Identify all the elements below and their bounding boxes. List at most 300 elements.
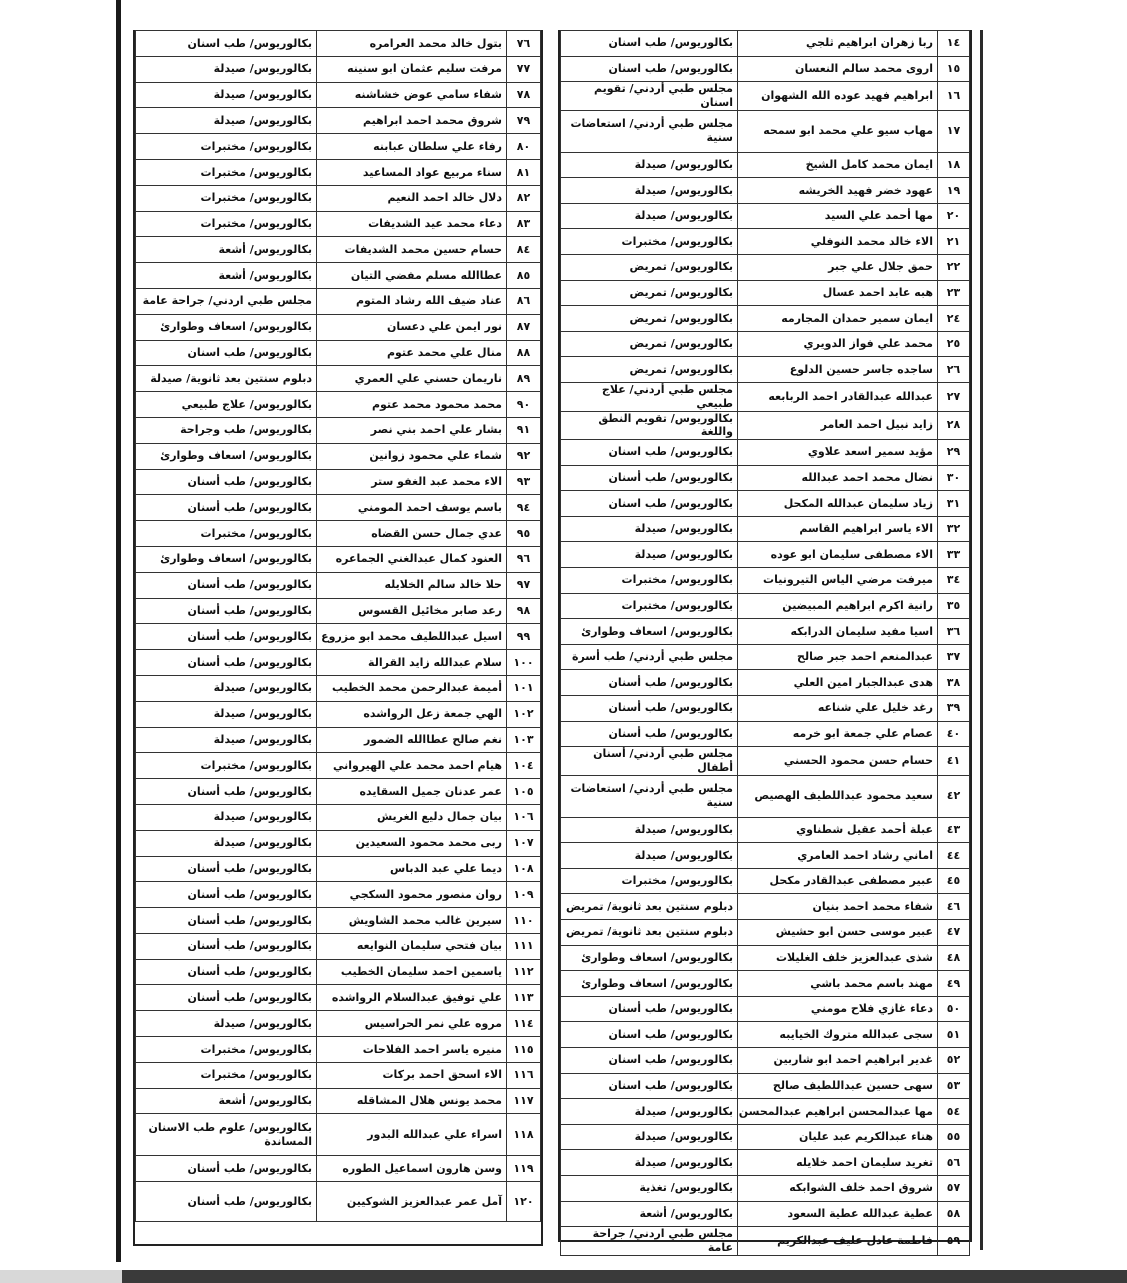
table-row bbox=[136, 1062, 541, 1088]
roster-table-left bbox=[133, 30, 543, 1246]
person-name: ديما علي عبد الدباس bbox=[317, 856, 507, 882]
person-name: بشار علي احمد بني نصر bbox=[317, 417, 507, 443]
person-name: رعد صابر مخائيل القسوس bbox=[317, 598, 507, 624]
table-row bbox=[136, 882, 541, 908]
row-number: ٣٨ bbox=[938, 670, 970, 696]
table-row bbox=[136, 211, 541, 237]
person-name: مها أحمد علي السيد bbox=[738, 203, 938, 229]
table-row bbox=[561, 670, 970, 696]
person-name: شفاء محمد احمد بنيان bbox=[738, 894, 938, 920]
person-name: مرفت سليم عثمان ابو سنينه bbox=[317, 56, 507, 82]
degree-specialty: دبلوم سنتين بعد ثانوية/ صيدلة bbox=[136, 366, 317, 392]
row-number: ٣١ bbox=[938, 491, 970, 517]
row-number: ٤٨ bbox=[938, 945, 970, 971]
row-number: ١٠٦ bbox=[507, 804, 541, 830]
row-number: ٤٥ bbox=[938, 868, 970, 894]
person-name: ياسمين احمد سليمان الخطيب bbox=[317, 959, 507, 985]
person-name: شروق محمد احمد ابراهيم bbox=[317, 108, 507, 134]
row-number: ٣٦ bbox=[938, 619, 970, 645]
degree-specialty: بكالوريوس/ اسعاف وطوارئ bbox=[136, 546, 317, 572]
table-row bbox=[561, 721, 970, 747]
degree-specialty: بكالوريوس/ اسعاف وطوارئ bbox=[561, 619, 738, 645]
row-number: ٥٨ bbox=[938, 1201, 970, 1227]
degree-specialty: بكالوريوس/ مختبرات bbox=[561, 568, 738, 594]
person-name: فاطمة عادل عليف عبدالكريم bbox=[738, 1227, 938, 1256]
table-row bbox=[561, 775, 970, 817]
table-row bbox=[561, 440, 970, 466]
degree-specialty: بكالوريوس/ اسعاف وطوارئ bbox=[136, 443, 317, 469]
row-number: ٨٧ bbox=[507, 314, 541, 340]
degree-specialty: بكالوريوس/ طب أسنان bbox=[136, 856, 317, 882]
table-row bbox=[136, 288, 541, 314]
table-row bbox=[136, 134, 541, 160]
person-name: بيان فتحي سليمان النوايعه bbox=[317, 933, 507, 959]
row-number: ٣٩ bbox=[938, 695, 970, 721]
person-name: هدى عبدالجبار امين العلي bbox=[738, 670, 938, 696]
degree-specialty: بكالوريوس/ طب أسنان bbox=[136, 1156, 317, 1182]
person-name: الاء ياسر ابراهيم القاسم bbox=[738, 516, 938, 542]
person-name: اماني رشاد احمد العامري bbox=[738, 843, 938, 869]
row-number: ١٨ bbox=[938, 152, 970, 178]
degree-specialty: بكالوريوس/ طب أسنان bbox=[136, 779, 317, 805]
table-row bbox=[136, 908, 541, 934]
degree-specialty: بكالوريوس/ مختبرات bbox=[136, 159, 317, 185]
degree-specialty: بكالوريوس/ طب اسنان bbox=[561, 1048, 738, 1074]
table-row bbox=[561, 593, 970, 619]
person-name: عبدالمنعم احمد جبر صالح bbox=[738, 644, 938, 670]
table-row bbox=[561, 971, 970, 997]
row-number: ٢٤ bbox=[938, 306, 970, 332]
table-row bbox=[561, 1227, 970, 1256]
table-row bbox=[561, 280, 970, 306]
table-row bbox=[561, 747, 970, 776]
person-name: عطاالله مسلم مفضي التيان bbox=[317, 263, 507, 289]
person-name: شروق احمد خلف الشوابكه bbox=[738, 1175, 938, 1201]
table-row bbox=[561, 411, 970, 440]
person-name: غدير ابراهيم احمد ابو شاربين bbox=[738, 1048, 938, 1074]
table-row bbox=[561, 255, 970, 281]
degree-specialty: بكالوريوس/ طب أسنان bbox=[136, 572, 317, 598]
row-number: ٩٣ bbox=[507, 469, 541, 495]
person-name: رغد خليل علي شناعه bbox=[738, 695, 938, 721]
person-name: ابراهيم فهيد عوده الله الشهوان bbox=[738, 82, 938, 111]
row-number: ٨٥ bbox=[507, 263, 541, 289]
table-row bbox=[561, 516, 970, 542]
table-row bbox=[561, 306, 970, 332]
roster-table bbox=[135, 30, 541, 1222]
row-number: ١١٠ bbox=[507, 908, 541, 934]
bottom-bar bbox=[0, 1270, 1127, 1283]
table-row bbox=[561, 619, 970, 645]
row-number: ١١٨ bbox=[507, 1114, 541, 1156]
person-name: ربى محمد محمود السعيدين bbox=[317, 830, 507, 856]
row-number: ٣٥ bbox=[938, 593, 970, 619]
person-name: نضال محمد احمد عبدالله bbox=[738, 465, 938, 491]
roster-table bbox=[560, 30, 970, 1256]
degree-specialty: بكالوريوس/ طب أسنان bbox=[561, 670, 738, 696]
person-name: منيره ياسر احمد الفلاحات bbox=[317, 1037, 507, 1063]
row-number: ١١٦ bbox=[507, 1062, 541, 1088]
degree-specialty: بكالوريوس/ صيدلة bbox=[136, 108, 317, 134]
table-row bbox=[136, 56, 541, 82]
person-name: دلال خالد احمد النعيم bbox=[317, 185, 507, 211]
degree-specialty: مجلس طبي أردني/ طب أسرة bbox=[561, 644, 738, 670]
person-name: رفاء علي سلطان عبابنه bbox=[317, 134, 507, 160]
table-row bbox=[561, 817, 970, 843]
person-name: شفاء سامي عوض خشاشنه bbox=[317, 82, 507, 108]
degree-specialty: بكالوريوس/ طب اسنان bbox=[136, 340, 317, 366]
degree-specialty: بكالوريوس/ طب اسنان bbox=[561, 1022, 738, 1048]
degree-specialty: بكالوريوس/ طب أسنان bbox=[136, 882, 317, 908]
degree-specialty: بكالوريوس/ صيدلة bbox=[136, 830, 317, 856]
degree-specialty: بكالوريوس/ صيدلة bbox=[561, 1150, 738, 1176]
degree-specialty: بكالوريوس/ صيدلة bbox=[136, 701, 317, 727]
row-number: ١٠٨ bbox=[507, 856, 541, 882]
row-number: ٥٥ bbox=[938, 1124, 970, 1150]
scan-edge-left bbox=[116, 0, 121, 1262]
table-row bbox=[561, 152, 970, 178]
row-number: ٩٠ bbox=[507, 392, 541, 418]
person-name: ميرفت مرضي الياس التيرونيات bbox=[738, 568, 938, 594]
row-number: ١٠٣ bbox=[507, 727, 541, 753]
row-number: ٩٨ bbox=[507, 598, 541, 624]
degree-specialty: بكالوريوس/ صيدلة bbox=[136, 82, 317, 108]
degree-specialty: بكالوريوس/ مختبرات bbox=[136, 134, 317, 160]
person-name: اسيا مفيد سليمان الدرابكه bbox=[738, 619, 938, 645]
row-number: ٣٠ bbox=[938, 465, 970, 491]
person-name: زياد سليمان عبدالله المكحل bbox=[738, 491, 938, 517]
person-name: روان منصور محمود السكجي bbox=[317, 882, 507, 908]
table-row bbox=[136, 933, 541, 959]
row-number: ٤٧ bbox=[938, 920, 970, 946]
degree-specialty: مجلس طبي اردني/ جراحة عامة bbox=[561, 1227, 738, 1256]
table-row bbox=[561, 644, 970, 670]
row-number: ١١١ bbox=[507, 933, 541, 959]
degree-specialty: بكالوريوس/ تقويم النطق واللغة bbox=[561, 411, 738, 440]
scan-edge-right bbox=[980, 30, 983, 1250]
person-name: اسيل عبداللطيف محمد ابو مزروع bbox=[317, 624, 507, 650]
row-number: ٧٩ bbox=[507, 108, 541, 134]
degree-specialty: بكالوريوس/ صيدلة bbox=[136, 675, 317, 701]
degree-specialty: بكالوريوس/ طب أسنان bbox=[136, 933, 317, 959]
row-number: ٢٥ bbox=[938, 331, 970, 357]
row-number: ٨٢ bbox=[507, 185, 541, 211]
table-row bbox=[561, 1124, 970, 1150]
table-row bbox=[136, 1156, 541, 1182]
person-name: عبير موسى حسن ابو حشيش bbox=[738, 920, 938, 946]
table-row bbox=[136, 82, 541, 108]
table-row bbox=[136, 985, 541, 1011]
person-name: منال علي محمد عتوم bbox=[317, 340, 507, 366]
row-number: ٥٣ bbox=[938, 1073, 970, 1099]
person-name: بتول خالد محمد العرامره bbox=[317, 31, 507, 57]
row-number: ٤٢ bbox=[938, 775, 970, 817]
person-name: تغريد سليمان احمد خلايله bbox=[738, 1150, 938, 1176]
row-number: ٨٦ bbox=[507, 288, 541, 314]
table-row bbox=[136, 727, 541, 753]
row-number: ١٩ bbox=[938, 178, 970, 204]
degree-specialty: مجلس طبي اردني/ جراحة عامة bbox=[136, 288, 317, 314]
person-name: شذى عبدالعزيز خلف الغليلات bbox=[738, 945, 938, 971]
degree-specialty: مجلس طبي أردني/ علاج طبيعي bbox=[561, 383, 738, 412]
person-name: دعاء غازي فلاح مومني bbox=[738, 996, 938, 1022]
degree-specialty: بكالوريوس/ طب أسنان bbox=[136, 1182, 317, 1222]
person-name: مهاب سيو علي محمد ابو سمحه bbox=[738, 110, 938, 152]
roster-table-right bbox=[558, 30, 972, 1254]
person-name: عبلة أحمد عقيل شطناوي bbox=[738, 817, 938, 843]
row-number: ٤٦ bbox=[938, 894, 970, 920]
person-name: مؤيد سمير اسعد علاوي bbox=[738, 440, 938, 466]
person-name: اسراء علي عبدالله البدور bbox=[317, 1114, 507, 1156]
degree-specialty: بكالوريوس/ تمريض bbox=[561, 357, 738, 383]
degree-specialty: دبلوم سنتين بعد ثانوية/ تمريض bbox=[561, 894, 738, 920]
row-number: ١١٣ bbox=[507, 985, 541, 1011]
table-row bbox=[136, 830, 541, 856]
degree-specialty: بكالوريوس/ طب أسنان bbox=[136, 598, 317, 624]
person-name: عمر عدنان جميل السقايده bbox=[317, 779, 507, 805]
degree-specialty: بكالوريوس/ علاج طبيعي bbox=[136, 392, 317, 418]
row-number: ٩٢ bbox=[507, 443, 541, 469]
person-name: الاء مصطفى سليمان ابو عوده bbox=[738, 542, 938, 568]
person-name: عناد ضيف الله رشاد المتوم bbox=[317, 288, 507, 314]
table-row bbox=[136, 1182, 541, 1222]
row-number: ٩٩ bbox=[507, 624, 541, 650]
person-name: ساجده جاسر حسين الدلوع bbox=[738, 357, 938, 383]
person-name: حلا خالد سالم الخلايله bbox=[317, 572, 507, 598]
degree-specialty: بكالوريوس/ طب أسنان bbox=[136, 985, 317, 1011]
table-row bbox=[136, 495, 541, 521]
degree-specialty: بكالوريوس/ علوم طب الاسنان المساندة bbox=[136, 1114, 317, 1156]
table-row bbox=[136, 675, 541, 701]
row-number: ٨٩ bbox=[507, 366, 541, 392]
degree-specialty: بكالوريوس/ مختبرات bbox=[136, 1062, 317, 1088]
degree-specialty: بكالوريوس/ طب أسنان bbox=[136, 959, 317, 985]
degree-specialty: بكالوريوس/ تمريض bbox=[561, 255, 738, 281]
table-row bbox=[136, 701, 541, 727]
table-row bbox=[136, 314, 541, 340]
degree-specialty: بكالوريوس/ طب أسنان bbox=[136, 469, 317, 495]
degree-specialty: بكالوريوس/ طب أسنان bbox=[561, 695, 738, 721]
table-row bbox=[136, 1088, 541, 1114]
person-name: حمق جلال علي جبر bbox=[738, 255, 938, 281]
row-number: ٢١ bbox=[938, 229, 970, 255]
row-number: ٥٧ bbox=[938, 1175, 970, 1201]
table-row bbox=[561, 1073, 970, 1099]
person-name: سلام عبدالله زايد القرالة bbox=[317, 650, 507, 676]
person-name: الهي جمعة زعل الرواشده bbox=[317, 701, 507, 727]
table-row bbox=[561, 1150, 970, 1176]
table-row bbox=[561, 568, 970, 594]
table-row bbox=[561, 357, 970, 383]
person-name: الاء اسحق احمد بركات bbox=[317, 1062, 507, 1088]
degree-specialty: بكالوريوس/ طب اسنان bbox=[561, 56, 738, 82]
row-number: ١١٤ bbox=[507, 1011, 541, 1037]
person-name: مهند باسم محمد باشي bbox=[738, 971, 938, 997]
degree-specialty: بكالوريوس/ اسعاف وطوارئ bbox=[561, 971, 738, 997]
person-name: دعاء محمد عيد الشديفات bbox=[317, 211, 507, 237]
person-name: علي توفيق عبدالسلام الرواشده bbox=[317, 985, 507, 1011]
person-name: عصام علي جمعة ابو خرمه bbox=[738, 721, 938, 747]
row-number: ٨٨ bbox=[507, 340, 541, 366]
table-row bbox=[136, 804, 541, 830]
person-name: محمد محمود محمد عتوم bbox=[317, 392, 507, 418]
table-row bbox=[136, 159, 541, 185]
table-row bbox=[561, 31, 970, 57]
row-number: ٨١ bbox=[507, 159, 541, 185]
row-number: ١٠٢ bbox=[507, 701, 541, 727]
person-name: بيان جمال دليع الغريش bbox=[317, 804, 507, 830]
table-row bbox=[136, 392, 541, 418]
degree-specialty: بكالوريوس/ طب اسنان bbox=[561, 440, 738, 466]
degree-specialty: بكالوريوس/ طب وجراحة bbox=[136, 417, 317, 443]
person-name: ايمان محمد كامل الشيخ bbox=[738, 152, 938, 178]
degree-specialty: بكالوريوس/ تمريض bbox=[561, 331, 738, 357]
row-number: ١١٢ bbox=[507, 959, 541, 985]
table-row bbox=[561, 868, 970, 894]
person-name: ناريمان حسني علي العمري bbox=[317, 366, 507, 392]
table-row bbox=[561, 331, 970, 357]
table-row bbox=[561, 383, 970, 412]
row-number: ٣٣ bbox=[938, 542, 970, 568]
person-name: هيام احمد محمد علي الهيرواني bbox=[317, 753, 507, 779]
table-row bbox=[136, 237, 541, 263]
degree-specialty: بكالوريوس/ مختبرات bbox=[136, 211, 317, 237]
person-name: سهى حسين عبداللطيف صالح bbox=[738, 1073, 938, 1099]
person-name: ربا زهران ابراهيم ثلجي bbox=[738, 31, 938, 57]
row-number: ٧٨ bbox=[507, 82, 541, 108]
degree-specialty: مجلس طبي أردني/ أسنان أطفال bbox=[561, 747, 738, 776]
degree-specialty: بكالوريوس/ طب أسنان bbox=[561, 465, 738, 491]
degree-specialty: بكالوريوس/ أشعة bbox=[136, 263, 317, 289]
row-number: ١٠٤ bbox=[507, 753, 541, 779]
table-row bbox=[561, 56, 970, 82]
person-name: زايد نبيل احمد العامر bbox=[738, 411, 938, 440]
row-number: ٢٨ bbox=[938, 411, 970, 440]
table-row bbox=[561, 894, 970, 920]
row-number: ٢٩ bbox=[938, 440, 970, 466]
person-name: باسم يوسف احمد المومني bbox=[317, 495, 507, 521]
person-name: عهود خضر فهيد الخريشه bbox=[738, 178, 938, 204]
person-name: العنود كمال عبدالغني الجماعره bbox=[317, 546, 507, 572]
degree-specialty: بكالوريوس/ طب أسنان bbox=[136, 908, 317, 934]
degree-specialty: مجلس طبي أردني/ استعاضات سنية bbox=[561, 110, 738, 152]
degree-specialty: بكالوريوس/ مختبرات bbox=[561, 593, 738, 619]
degree-specialty: بكالوريوس/ صيدلة bbox=[561, 1124, 738, 1150]
row-number: ٩٧ bbox=[507, 572, 541, 598]
person-name: نور ايمن علي دعسان bbox=[317, 314, 507, 340]
degree-specialty: بكالوريوس/ صيدلة bbox=[136, 56, 317, 82]
table-row bbox=[136, 624, 541, 650]
row-number: ٩١ bbox=[507, 417, 541, 443]
person-name: عطية عبدالله عطية السعود bbox=[738, 1201, 938, 1227]
row-number: ١٠٧ bbox=[507, 830, 541, 856]
table-row bbox=[561, 996, 970, 1022]
row-number: ١١٥ bbox=[507, 1037, 541, 1063]
table-row bbox=[136, 263, 541, 289]
row-number: ٩٤ bbox=[507, 495, 541, 521]
degree-specialty: بكالوريوس/ صيدلة bbox=[561, 516, 738, 542]
row-number: ٤٩ bbox=[938, 971, 970, 997]
table-row bbox=[561, 843, 970, 869]
row-number: ٥٩ bbox=[938, 1227, 970, 1256]
table-row bbox=[561, 82, 970, 111]
degree-specialty: دبلوم سنتين بعد ثانوية/ تمريض bbox=[561, 920, 738, 946]
table-row bbox=[136, 959, 541, 985]
table-row bbox=[561, 1099, 970, 1125]
bottom-bar-highlight bbox=[0, 1270, 122, 1283]
degree-specialty: بكالوريوس/ طب أسنان bbox=[136, 624, 317, 650]
degree-specialty: بكالوريوس/ صيدلة bbox=[561, 152, 738, 178]
row-number: ٤٠ bbox=[938, 721, 970, 747]
degree-specialty: بكالوريوس/ اسعاف وطوارئ bbox=[136, 314, 317, 340]
degree-specialty: بكالوريوس/ صيدلة bbox=[561, 1099, 738, 1125]
person-name: شماء علي محمود زوانين bbox=[317, 443, 507, 469]
degree-specialty: بكالوريوس/ صيدلة bbox=[561, 817, 738, 843]
table-row bbox=[561, 920, 970, 946]
person-name: الاء محمد عبد الغفو ستر bbox=[317, 469, 507, 495]
row-number: ٥٤ bbox=[938, 1099, 970, 1125]
row-number: ١٤ bbox=[938, 31, 970, 57]
person-name: ايمان سمير حمدان المجارمه bbox=[738, 306, 938, 332]
degree-specialty: بكالوريوس/ طب اسنان bbox=[561, 31, 738, 57]
table-row bbox=[136, 366, 541, 392]
degree-specialty: بكالوريوس/ أشعة bbox=[136, 237, 317, 263]
degree-specialty: بكالوريوس/ طب اسنان bbox=[561, 491, 738, 517]
table-row bbox=[561, 1022, 970, 1048]
table-row bbox=[561, 1175, 970, 1201]
row-number: ١٥ bbox=[938, 56, 970, 82]
row-number: ٨٠ bbox=[507, 134, 541, 160]
degree-specialty: بكالوريوس/ صيدلة bbox=[561, 203, 738, 229]
table-row bbox=[136, 779, 541, 805]
person-name: سعيد محمود عبداللطيف الهصيص bbox=[738, 775, 938, 817]
table-row bbox=[561, 1048, 970, 1074]
row-number: ٣٢ bbox=[938, 516, 970, 542]
row-number: ٢٦ bbox=[938, 357, 970, 383]
table-row bbox=[561, 110, 970, 152]
person-name: سيرين غالب محمد الشاويش bbox=[317, 908, 507, 934]
degree-specialty: بكالوريوس/ طب أسنان bbox=[561, 996, 738, 1022]
degree-specialty: بكالوريوس/ طب أسنان bbox=[561, 721, 738, 747]
person-name: مروه علي نمر الحراسيس bbox=[317, 1011, 507, 1037]
degree-specialty: بكالوريوس/ صيدلة bbox=[136, 1011, 317, 1037]
row-number: ٨٣ bbox=[507, 211, 541, 237]
degree-specialty: بكالوريوس/ صيدلة bbox=[136, 804, 317, 830]
table-row bbox=[136, 108, 541, 134]
table-row bbox=[136, 753, 541, 779]
table-row bbox=[136, 417, 541, 443]
person-name: محمد يونس هلال المشاقله bbox=[317, 1088, 507, 1114]
degree-specialty: بكالوريوس/ طب أسنان bbox=[136, 495, 317, 521]
row-number: ٤٤ bbox=[938, 843, 970, 869]
degree-specialty: بكالوريوس/ طب أسنان bbox=[136, 650, 317, 676]
degree-specialty: بكالوريوس/ مختبرات bbox=[136, 185, 317, 211]
table-row bbox=[136, 340, 541, 366]
row-number: ٢٢ bbox=[938, 255, 970, 281]
person-name: سناء مربيع عواد المساعيد bbox=[317, 159, 507, 185]
row-number: ١١٩ bbox=[507, 1156, 541, 1182]
row-number: ٥١ bbox=[938, 1022, 970, 1048]
table-row bbox=[136, 443, 541, 469]
person-name: رانية اكرم ابراهيم المبيضين bbox=[738, 593, 938, 619]
person-name: هبه عابد احمد عسال bbox=[738, 280, 938, 306]
degree-specialty: بكالوريوس/ طب اسنان bbox=[561, 1073, 738, 1099]
row-number: ٥٦ bbox=[938, 1150, 970, 1176]
person-name: اروى محمد سالم النعسان bbox=[738, 56, 938, 82]
person-name: هناء عبدالكريم عبد عليان bbox=[738, 1124, 938, 1150]
row-number: ١٠٥ bbox=[507, 779, 541, 805]
degree-specialty: بكالوريوس/ أشعة bbox=[136, 1088, 317, 1114]
